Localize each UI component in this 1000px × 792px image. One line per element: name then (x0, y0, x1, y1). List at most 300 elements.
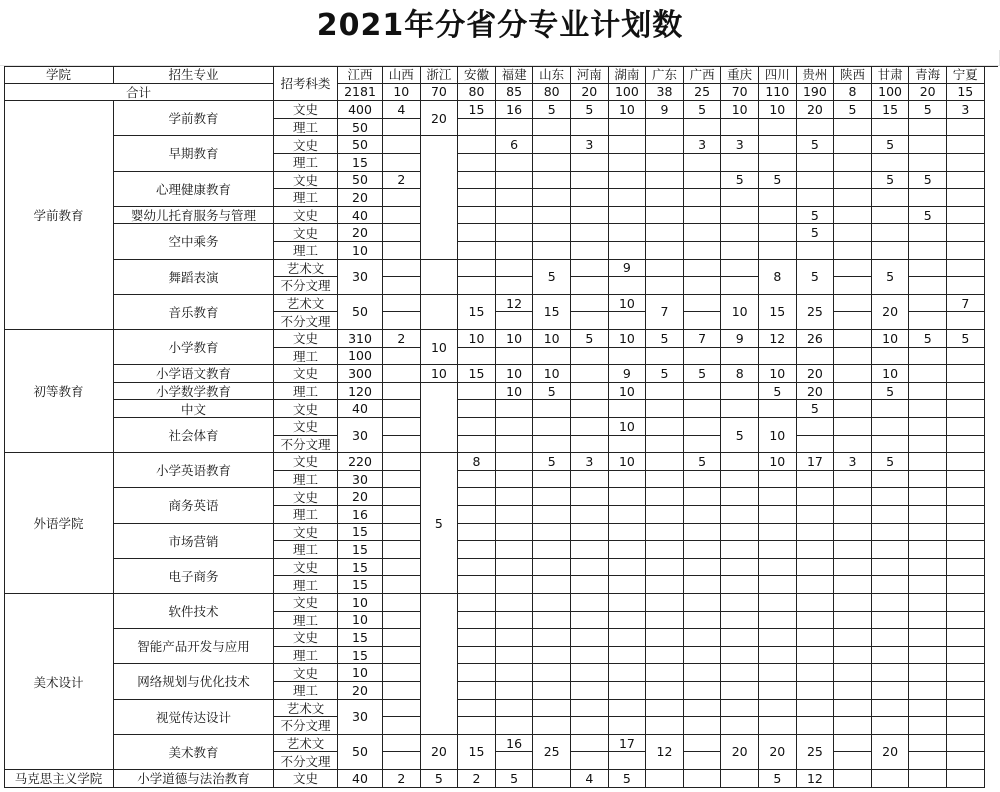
province-value: 5 (533, 453, 571, 471)
province-value: 15 (458, 295, 496, 330)
province-value (571, 436, 609, 454)
province-value: 5 (646, 330, 684, 348)
jiangxi-value: 15 (338, 154, 383, 172)
province-value (834, 383, 872, 401)
province-value (872, 488, 910, 506)
province-value (909, 700, 947, 718)
province-value (759, 541, 797, 559)
province-value (947, 260, 985, 278)
province-value (609, 172, 647, 190)
province-value (646, 541, 684, 559)
province-value (383, 541, 421, 559)
province-value (496, 453, 534, 471)
province-value (533, 119, 571, 137)
province-value: 2 (383, 172, 421, 190)
province-value (458, 260, 496, 278)
province-value (947, 541, 985, 559)
province-value: 15 (872, 101, 910, 119)
province-value (872, 612, 910, 630)
province-value (797, 594, 835, 612)
category-cell: 理工 (274, 541, 338, 559)
jiangxi-value: 120 (338, 383, 383, 401)
province-value (759, 506, 797, 524)
province-value (684, 647, 722, 665)
province-value (721, 717, 759, 735)
province-value (458, 400, 496, 418)
province-value (721, 383, 759, 401)
major-name: 舞蹈表演 (114, 260, 274, 295)
province-value (609, 154, 647, 172)
province-value (759, 576, 797, 594)
province-value: 3 (684, 136, 722, 154)
province-value (609, 488, 647, 506)
province-value: 20 (421, 101, 459, 136)
province-value (721, 224, 759, 242)
province-value (496, 647, 534, 665)
province-value (721, 471, 759, 489)
province-value (458, 154, 496, 172)
major-name: 软件技术 (114, 594, 274, 629)
province-value: 5 (684, 453, 722, 471)
province-value (797, 172, 835, 190)
province-value (684, 488, 722, 506)
province-value (383, 594, 421, 612)
category-cell: 文史 (274, 330, 338, 348)
province-value (947, 717, 985, 735)
province-value (909, 383, 947, 401)
province-value (684, 348, 722, 366)
province-value (797, 471, 835, 489)
province-value (496, 471, 534, 489)
province-value (684, 471, 722, 489)
province-value: 5 (834, 101, 872, 119)
province-value (383, 524, 421, 542)
province-value: 20 (421, 735, 459, 770)
jiangxi-value: 40 (338, 770, 383, 788)
province-value (571, 172, 609, 190)
province-value (458, 348, 496, 366)
province-value (797, 418, 835, 436)
header-province-total: 20 (571, 84, 609, 102)
province-value (571, 207, 609, 225)
jiangxi-value: 50 (338, 735, 383, 770)
jiangxi-value: 15 (338, 629, 383, 647)
province-value (684, 224, 722, 242)
province-value (571, 488, 609, 506)
province-value (834, 524, 872, 542)
header-province: 广西 (684, 66, 722, 84)
province-value: 5 (759, 172, 797, 190)
province-value (721, 541, 759, 559)
province-value: 10 (721, 101, 759, 119)
header-province: 安徽 (458, 66, 496, 84)
province-value (947, 559, 985, 577)
province-value (646, 260, 684, 278)
province-value: 20 (721, 735, 759, 770)
province-value (533, 559, 571, 577)
province-value (797, 348, 835, 366)
province-value (571, 400, 609, 418)
province-value: 5 (571, 330, 609, 348)
province-value (684, 700, 722, 718)
province-value (571, 735, 609, 753)
header-province: 宁夏 (947, 66, 985, 84)
province-value (947, 594, 985, 612)
province-value (947, 612, 985, 630)
province-value (533, 717, 571, 735)
province-value (571, 348, 609, 366)
province-value (496, 224, 534, 242)
province-value (571, 594, 609, 612)
category-cell: 不分文理 (274, 436, 338, 454)
province-value (458, 717, 496, 735)
province-value (797, 189, 835, 207)
category-cell: 理工 (274, 471, 338, 489)
province-value: 20 (872, 735, 910, 770)
jiangxi-value: 10 (338, 242, 383, 260)
category-cell: 艺术文 (274, 295, 338, 313)
category-cell: 文史 (274, 770, 338, 788)
province-value (496, 559, 534, 577)
province-value (909, 664, 947, 682)
province-value (609, 189, 647, 207)
province-value (383, 717, 421, 735)
province-value (721, 700, 759, 718)
header-province: 陕西 (834, 66, 872, 84)
province-value (797, 119, 835, 137)
province-value (947, 418, 985, 436)
province-value (458, 471, 496, 489)
province-value (646, 506, 684, 524)
jiangxi-value: 310 (338, 330, 383, 348)
province-value: 20 (797, 365, 835, 383)
header-province: 河南 (571, 66, 609, 84)
province-value: 10 (872, 330, 910, 348)
province-value (759, 488, 797, 506)
province-value (646, 682, 684, 700)
province-value: 10 (496, 365, 534, 383)
province-value (721, 348, 759, 366)
province-value (759, 471, 797, 489)
province-value (759, 119, 797, 137)
province-value: 5 (759, 383, 797, 401)
province-value (721, 242, 759, 260)
province-value: 9 (609, 365, 647, 383)
province-value (571, 559, 609, 577)
jiangxi-value: 15 (338, 559, 383, 577)
header-province-total: 25 (684, 84, 722, 102)
major-name: 小学教育 (114, 330, 274, 365)
province-value: 10 (421, 365, 459, 383)
province-value (872, 154, 910, 172)
province-value (496, 541, 534, 559)
header-province-total: 85 (496, 84, 534, 102)
province-value (458, 488, 496, 506)
province-value (909, 154, 947, 172)
province-value (646, 524, 684, 542)
province-value (571, 612, 609, 630)
province-value: 10 (533, 330, 571, 348)
province-value (496, 524, 534, 542)
province-value (609, 524, 647, 542)
province-value (496, 189, 534, 207)
province-value (571, 576, 609, 594)
header-province: 山东 (533, 66, 571, 84)
province-value (609, 717, 647, 735)
province-value: 5 (684, 101, 722, 119)
province-value (571, 418, 609, 436)
province-value (834, 488, 872, 506)
province-value: 5 (533, 260, 571, 295)
province-value: 5 (571, 101, 609, 119)
province-value (496, 612, 534, 630)
header-province-total: 190 (797, 84, 835, 102)
province-value (684, 312, 722, 330)
province-value (909, 629, 947, 647)
province-value (458, 172, 496, 190)
province-value (383, 348, 421, 366)
province-value: 5 (909, 101, 947, 119)
province-value (797, 576, 835, 594)
province-value: 2 (383, 770, 421, 788)
province-value (909, 136, 947, 154)
province-value: 5 (872, 136, 910, 154)
major-name: 电子商务 (114, 559, 274, 594)
province-value (684, 770, 722, 788)
province-value (533, 612, 571, 630)
province-value (383, 559, 421, 577)
province-value (759, 612, 797, 630)
jiangxi-value: 220 (338, 453, 383, 471)
province-value (684, 717, 722, 735)
header-province-total: 80 (458, 84, 496, 102)
college-name: 美术设计 (4, 594, 114, 770)
province-value (646, 383, 684, 401)
major-name: 婴幼儿托育服务与管理 (114, 207, 274, 225)
province-value (496, 207, 534, 225)
province-value: 3 (721, 136, 759, 154)
province-value (496, 119, 534, 137)
province-value (872, 682, 910, 700)
province-value (609, 207, 647, 225)
province-value (872, 189, 910, 207)
province-value (533, 189, 571, 207)
province-value (947, 682, 985, 700)
province-value: 3 (834, 453, 872, 471)
province-value (947, 400, 985, 418)
province-value (834, 312, 872, 330)
major-name: 社会体育 (114, 418, 274, 453)
category-cell: 文史 (274, 629, 338, 647)
province-value (721, 154, 759, 172)
province-value (458, 612, 496, 630)
province-value: 10 (533, 365, 571, 383)
province-value (947, 471, 985, 489)
province-value: 5 (947, 330, 985, 348)
category-cell: 不分文理 (274, 277, 338, 295)
province-value: 12 (797, 770, 835, 788)
province-value (721, 770, 759, 788)
province-value: 4 (383, 101, 421, 119)
category-cell: 文史 (274, 559, 338, 577)
province-value: 5 (797, 207, 835, 225)
province-value (947, 453, 985, 471)
province-value (759, 629, 797, 647)
province-value (684, 735, 722, 753)
province-value (571, 383, 609, 401)
province-value (496, 576, 534, 594)
province-value: 12 (496, 295, 534, 313)
province-value (571, 242, 609, 260)
province-value (834, 770, 872, 788)
major-name: 小学数学教育 (114, 383, 274, 401)
province-value (834, 154, 872, 172)
province-value (759, 559, 797, 577)
major-name: 视觉传达设计 (114, 700, 274, 735)
province-value (383, 682, 421, 700)
province-value (947, 207, 985, 225)
province-value (684, 418, 722, 436)
province-value (421, 295, 459, 330)
province-value (383, 612, 421, 630)
province-value (533, 770, 571, 788)
province-value: 10 (421, 330, 459, 365)
province-value (834, 629, 872, 647)
province-value (909, 559, 947, 577)
category-cell: 文史 (274, 524, 338, 542)
province-value (684, 664, 722, 682)
province-value (571, 647, 609, 665)
province-value: 5 (872, 172, 910, 190)
province-value (383, 418, 421, 436)
province-value (496, 277, 534, 295)
province-value (609, 471, 647, 489)
province-value (947, 629, 985, 647)
jiangxi-value: 300 (338, 365, 383, 383)
province-value (383, 664, 421, 682)
province-value (609, 752, 647, 770)
province-value (872, 594, 910, 612)
province-value (383, 277, 421, 295)
header-province-total: 10 (383, 84, 421, 102)
province-value (909, 506, 947, 524)
province-value (947, 488, 985, 506)
jiangxi-value: 30 (338, 700, 383, 735)
header-province-total: 70 (721, 84, 759, 102)
province-value (533, 700, 571, 718)
province-value (533, 647, 571, 665)
college-name: 外语学院 (4, 453, 114, 594)
category-cell: 理工 (274, 576, 338, 594)
province-value (496, 348, 534, 366)
province-value (571, 541, 609, 559)
province-value (909, 436, 947, 454)
jiangxi-value: 10 (338, 612, 383, 630)
header-province-total: 15 (947, 84, 985, 102)
category-cell: 艺术文 (274, 700, 338, 718)
province-value (759, 700, 797, 718)
province-value (533, 471, 571, 489)
province-value: 5 (533, 383, 571, 401)
province-value (909, 594, 947, 612)
province-value (909, 400, 947, 418)
province-value (609, 242, 647, 260)
header-province: 广东 (646, 66, 684, 84)
province-value (947, 154, 985, 172)
province-value (872, 418, 910, 436)
province-value (496, 488, 534, 506)
province-value (458, 436, 496, 454)
jiangxi-value: 50 (338, 136, 383, 154)
province-value: 2 (458, 770, 496, 788)
province-value: 15 (458, 101, 496, 119)
province-value: 10 (496, 330, 534, 348)
province-value (909, 770, 947, 788)
province-value (759, 594, 797, 612)
province-value (646, 242, 684, 260)
province-value: 5 (646, 365, 684, 383)
province-value (947, 365, 985, 383)
province-value (533, 207, 571, 225)
province-value (383, 295, 421, 313)
province-value (797, 488, 835, 506)
province-value: 9 (721, 330, 759, 348)
province-value (909, 682, 947, 700)
province-value (759, 717, 797, 735)
province-value (383, 136, 421, 154)
province-value: 5 (872, 383, 910, 401)
header-category: 招考科类 (274, 66, 338, 101)
province-value (759, 348, 797, 366)
province-value: 3 (571, 136, 609, 154)
province-value (909, 242, 947, 260)
province-value (834, 647, 872, 665)
province-value (609, 119, 647, 137)
province-value (909, 541, 947, 559)
province-value (646, 436, 684, 454)
province-value: 7 (684, 330, 722, 348)
province-value (496, 664, 534, 682)
province-value (383, 436, 421, 454)
category-cell: 文史 (274, 207, 338, 225)
province-value (383, 365, 421, 383)
province-value (759, 524, 797, 542)
province-value (872, 400, 910, 418)
province-value: 16 (496, 735, 534, 753)
province-value (646, 717, 684, 735)
province-value (421, 383, 459, 453)
jiangxi-value: 50 (338, 119, 383, 137)
province-value (834, 594, 872, 612)
province-value: 10 (759, 365, 797, 383)
province-value (834, 400, 872, 418)
province-value (759, 242, 797, 260)
province-value (834, 700, 872, 718)
province-value (947, 524, 985, 542)
province-value (646, 224, 684, 242)
province-value (458, 700, 496, 718)
province-value: 5 (609, 770, 647, 788)
province-value: 5 (797, 400, 835, 418)
province-value (496, 400, 534, 418)
province-value (909, 348, 947, 366)
province-value (533, 418, 571, 436)
province-value (909, 277, 947, 295)
jiangxi-value: 50 (338, 295, 383, 330)
major-name: 心理健康教育 (114, 172, 274, 207)
province-value (947, 119, 985, 137)
province-value (533, 541, 571, 559)
